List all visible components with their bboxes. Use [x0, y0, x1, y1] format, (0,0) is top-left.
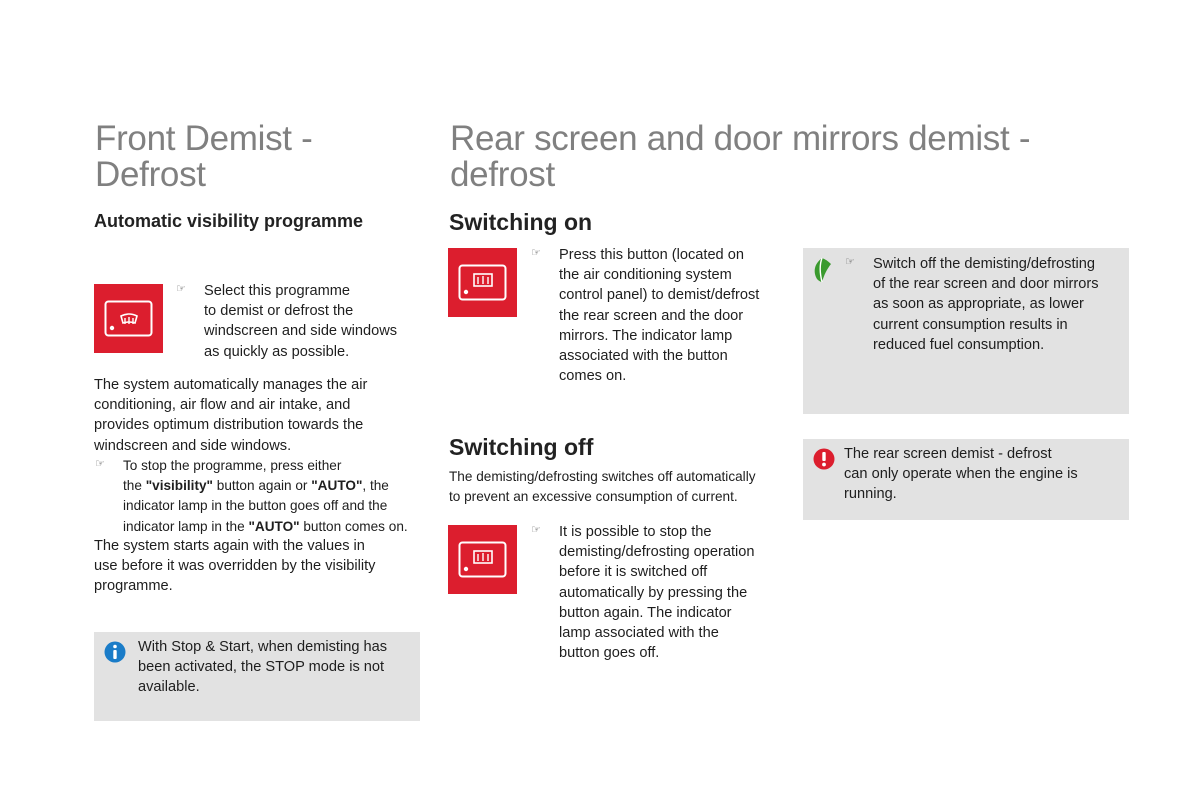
- left-title-line2: Defrost: [95, 155, 206, 194]
- front-demist-button: [94, 284, 163, 353]
- off-line: It is possible to stop the: [559, 524, 712, 540]
- stop-line: indicator lamp in the "AUTO" button comes on.: [123, 518, 408, 534]
- off-intro-line: to prevent an excessive consumption of current.: [449, 489, 738, 505]
- pointing-hand-icon: ☞: [176, 283, 186, 295]
- warning-line: running.: [844, 486, 897, 503]
- off-line: automatically by pressing the: [559, 584, 748, 601]
- restart-line: use before it was overridden by the visibility: [94, 558, 376, 575]
- front-demist-button-icon: [104, 300, 153, 337]
- eco-line: reduced fuel consumption.: [873, 336, 1045, 353]
- warning-line: can only operate when the engine is: [844, 466, 1078, 483]
- on-line: the air conditioning system: [559, 267, 732, 284]
- select-line: to demist or defrost the: [204, 303, 354, 320]
- info-line: available.: [138, 679, 200, 696]
- info-line: With Stop & Start, when demisting has: [138, 639, 388, 655]
- eco-tip-box: [803, 248, 1129, 414]
- middle-title: [450, 121, 1030, 193]
- on-line: comes on.: [559, 368, 627, 385]
- eco-line: current consumption results in: [873, 316, 1068, 333]
- on-line: mirrors. The indicator lamp: [559, 327, 733, 344]
- stop-start-info-box: [94, 632, 420, 721]
- select-line: windscreen and side windows: [204, 323, 398, 340]
- on-line: associated with the button: [559, 348, 728, 365]
- system-line: conditioning, air flow and air intake, and: [94, 397, 351, 414]
- on-line: control panel) to demist/defrost: [559, 287, 760, 304]
- eco-leaf-icon: [811, 257, 833, 283]
- pointing-hand-icon: ☞: [531, 247, 541, 259]
- system-line: windscreen and side windows.: [94, 437, 292, 454]
- left-subtitle: Automatic visibility programme: [94, 211, 364, 231]
- system-description: [94, 375, 367, 456]
- left-title-line1: Front Demist -: [95, 119, 313, 158]
- stop-line: To stop the programme, press either: [123, 458, 342, 473]
- restart-line: programme.: [94, 578, 173, 595]
- rear-demist-button-off: [448, 525, 517, 594]
- eco-line: Switch off the demisting/defrosting: [873, 256, 1095, 272]
- pointing-hand-icon: ☞: [845, 256, 855, 268]
- engine-warning-box: [803, 439, 1129, 520]
- select-programme-text: [176, 281, 398, 362]
- rear-demist-button-on: [448, 248, 517, 317]
- warning-icon: [813, 448, 835, 470]
- off-line: button again. The indicator: [559, 604, 732, 621]
- select-line: as quickly as possible.: [204, 343, 350, 360]
- select-line: Select this programme: [204, 283, 350, 299]
- on-line: Press this button (located on: [559, 247, 744, 263]
- stop-line: the "visibility" button again or "AUTO", the: [123, 478, 389, 494]
- on-line: the rear screen and the door: [559, 307, 744, 324]
- rear-demist-button-icon: [458, 264, 507, 301]
- pointing-hand-icon: ☞: [95, 458, 105, 470]
- switching-on-heading: Switching on: [449, 209, 593, 235]
- warning-line: The rear screen demist - defrost: [844, 446, 1052, 462]
- left-title: [95, 121, 313, 193]
- rear-demist-button-icon: [458, 541, 507, 578]
- switching-off-intro: [449, 467, 756, 507]
- system-line: The system automatically manages the air: [94, 377, 368, 393]
- info-icon: [104, 641, 126, 663]
- stop-programme-text: [95, 456, 408, 537]
- switching-on-text: [531, 245, 760, 386]
- off-line: demisting/defrosting operation: [559, 544, 755, 561]
- pointing-hand-icon: ☞: [531, 524, 541, 536]
- switching-off-heading: Switching off: [449, 434, 594, 460]
- switching-off-text: [531, 522, 755, 663]
- stop-line: indicator lamp in the button goes off and the: [123, 498, 388, 514]
- middle-title-line1: Rear screen and door mirrors demist -: [450, 119, 1031, 158]
- off-line: before it is switched off: [559, 564, 708, 581]
- off-intro-line: The demisting/defrosting switches off automatically: [449, 469, 756, 484]
- system-line: provides optimum distribution towards the: [94, 417, 364, 434]
- info-line: been activated, the STOP mode is not: [138, 659, 385, 676]
- middle-title-line2: defrost: [450, 155, 555, 194]
- restart-line: The system starts again with the values in: [94, 538, 365, 554]
- restart-description: [94, 536, 375, 597]
- eco-line: as soon as appropriate, as lower: [873, 296, 1084, 313]
- eco-line: of the rear screen and door mirrors: [873, 276, 1099, 293]
- off-line: lamp associated with the: [559, 625, 719, 642]
- off-line: button goes off.: [559, 645, 660, 662]
